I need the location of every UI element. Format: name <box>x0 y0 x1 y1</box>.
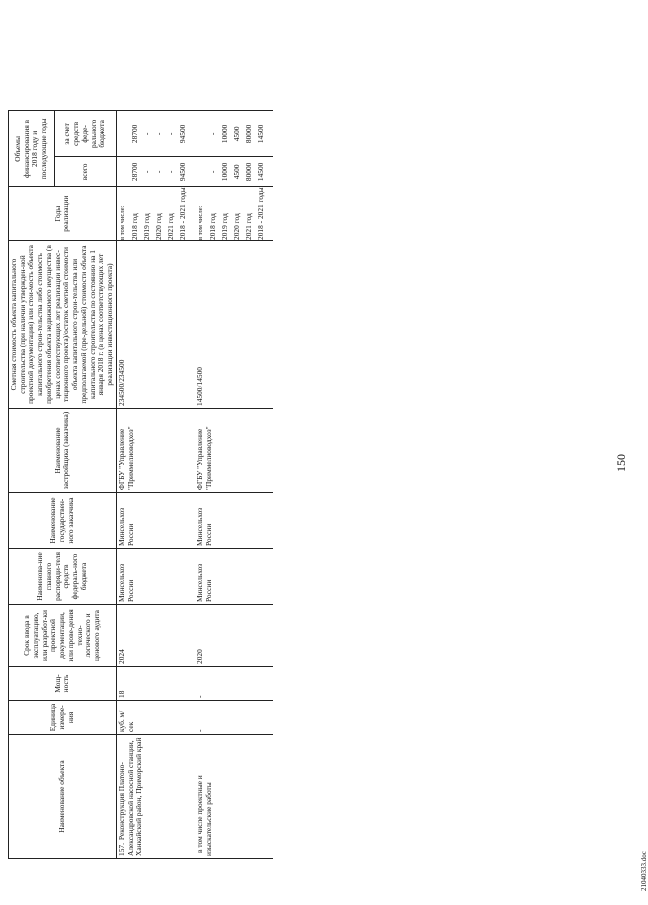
cell-years-label <box>116 187 195 241</box>
row-main-manager: Минсельхоз России <box>116 563 135 602</box>
footer-filename: 21040333.doc <box>640 851 648 891</box>
year-label: 2018 год <box>207 213 217 240</box>
header-unit: Единица измере-ния <box>9 701 117 735</box>
year-federal: - <box>141 132 151 136</box>
cell-unit <box>116 701 195 735</box>
year-federal: - <box>153 132 163 136</box>
row-commissioning: 2024 <box>116 649 126 664</box>
table-body <box>116 111 273 859</box>
header-funding-total: всего <box>54 157 116 187</box>
cell-state-customer <box>116 493 195 549</box>
year-label: 2018 год <box>129 213 139 240</box>
year-total <box>117 157 129 186</box>
year-label: в том числе: <box>196 205 204 240</box>
year-total: - <box>141 170 151 174</box>
year-total: - <box>207 170 217 174</box>
year-federal: 94500 <box>177 124 187 144</box>
header-developer: Наименование застройщика (заказчика) <box>9 409 117 493</box>
year-total: 4500 <box>231 164 241 180</box>
cell-estimated-cost <box>116 241 195 409</box>
cell-years-federal <box>195 111 273 157</box>
cell-developer <box>195 409 273 493</box>
cell-developer <box>116 409 195 493</box>
year-total: 28700 <box>129 162 139 182</box>
header-funding-group: Объемы финансирования в 2018 году и последующие годы <box>9 111 55 187</box>
page-number: 150 <box>614 454 628 472</box>
year-total <box>195 157 207 186</box>
cell-capacity <box>116 667 195 701</box>
cell-commissioning <box>116 605 195 667</box>
cell-estimated-cost <box>195 241 273 409</box>
cell-name <box>116 735 195 859</box>
cell-unit <box>195 701 273 735</box>
header-estimated-cost: Сметная стоимость объекта капитального строительства (при наличии утвержден-ной проектной документации) или стои-мость объекта капитального строи-тельства либо стоимость приобретения объекта недвижимого имущества (в ценах соответствующих лет реализации инвес-тиционного проекта)/остаток сметной стоимости объекта капитального строи-тельства или предполагаемой (пре-дельной) стоимости объекта капитального строительства по состоянию на 1 января 2018 г. (в ценах соответствующих лет реализации инвестиционного проекта) <box>9 241 117 409</box>
year-federal: 14500 <box>255 124 265 144</box>
investment-objects-table <box>8 110 273 859</box>
year-federal: 28700 <box>129 124 139 144</box>
cell-years-total <box>195 157 273 187</box>
row-object-name: в том числе проектные и изыскательские работы <box>194 775 213 856</box>
year-total: 14500 <box>255 162 265 182</box>
year-total: - <box>165 170 175 174</box>
header-funding-federal: за счет средств феде-рального бюджета <box>54 111 116 157</box>
header-row <box>9 111 55 859</box>
header-commissioning: Срок ввода в эксплуатацию, или разработ-ки проектной документации, или прове-дения техно-логического и ценового аудита <box>9 605 117 667</box>
year-total: 80000 <box>243 162 253 182</box>
year-label: 2020 год <box>231 213 241 240</box>
row-object-name: Реконструкция Платоно-Александровской насосной станции, Ханкайский район, Приморский край <box>116 737 144 856</box>
row-unit: куб. м/сек <box>116 710 135 732</box>
row-capacity: 18 <box>116 690 126 698</box>
year-federal: 80000 <box>243 124 253 144</box>
row-estimated-cost: 14500/14500 <box>194 366 204 406</box>
year-label: 2018 - 2021 годы <box>255 187 265 240</box>
row-commissioning: 2020 <box>194 649 204 664</box>
row-developer: ФГБУ "Управление "Приммелиоводхоз" <box>194 426 213 490</box>
header-object-name: Наименование объекта <box>9 735 117 859</box>
cell-years-total <box>116 157 195 187</box>
cell-name <box>195 735 273 859</box>
year-label: 2018 - 2021 годы <box>177 187 187 240</box>
header-state-customer: Наименование государствен-ного заказчика <box>9 493 117 549</box>
year-total: 10000 <box>219 162 229 182</box>
row-state-customer: Минсельхоз России <box>116 507 135 546</box>
year-federal: - <box>207 132 217 136</box>
cell-main-manager <box>116 549 195 605</box>
year-total: - <box>153 170 163 174</box>
header-capacity: Мощ-ность <box>9 667 117 701</box>
year-label: 2021 год <box>165 213 175 240</box>
row-main-manager: Минсельхоз России <box>194 563 213 602</box>
table-row <box>116 111 195 859</box>
row-capacity: - <box>194 695 204 698</box>
cell-main-manager <box>195 549 273 605</box>
row-number: 157. <box>116 843 126 856</box>
cell-commissioning <box>195 605 273 667</box>
year-federal <box>195 111 207 156</box>
year-federal: 10000 <box>219 124 229 144</box>
year-federal: - <box>165 132 175 136</box>
row-state-customer: Минсельхоз России <box>194 507 213 546</box>
year-label: в том числе: <box>118 205 126 240</box>
year-federal <box>117 111 129 156</box>
row-unit: - <box>194 729 204 732</box>
table-row <box>195 111 273 859</box>
cell-years-label <box>195 187 273 241</box>
row-developer: ФГБУ "Управление "Приммелиоводхоз" <box>116 426 135 490</box>
year-label: 2019 год <box>219 213 229 240</box>
header-main-manager: Наименова-ние главного распоряди-теля средств федераль-ного бюджета <box>9 549 117 605</box>
cell-capacity <box>195 667 273 701</box>
year-federal: 4500 <box>231 126 241 142</box>
year-total: 94500 <box>177 162 187 182</box>
header-years: Годы реализации <box>9 187 117 241</box>
cell-state-customer <box>195 493 273 549</box>
year-label: 2019 год <box>141 213 151 240</box>
year-label: 2020 год <box>153 213 163 240</box>
year-label: 2021 год <box>243 213 253 240</box>
row-estimated-cost: 234500/234500 <box>116 359 126 406</box>
cell-years-federal <box>116 111 195 157</box>
